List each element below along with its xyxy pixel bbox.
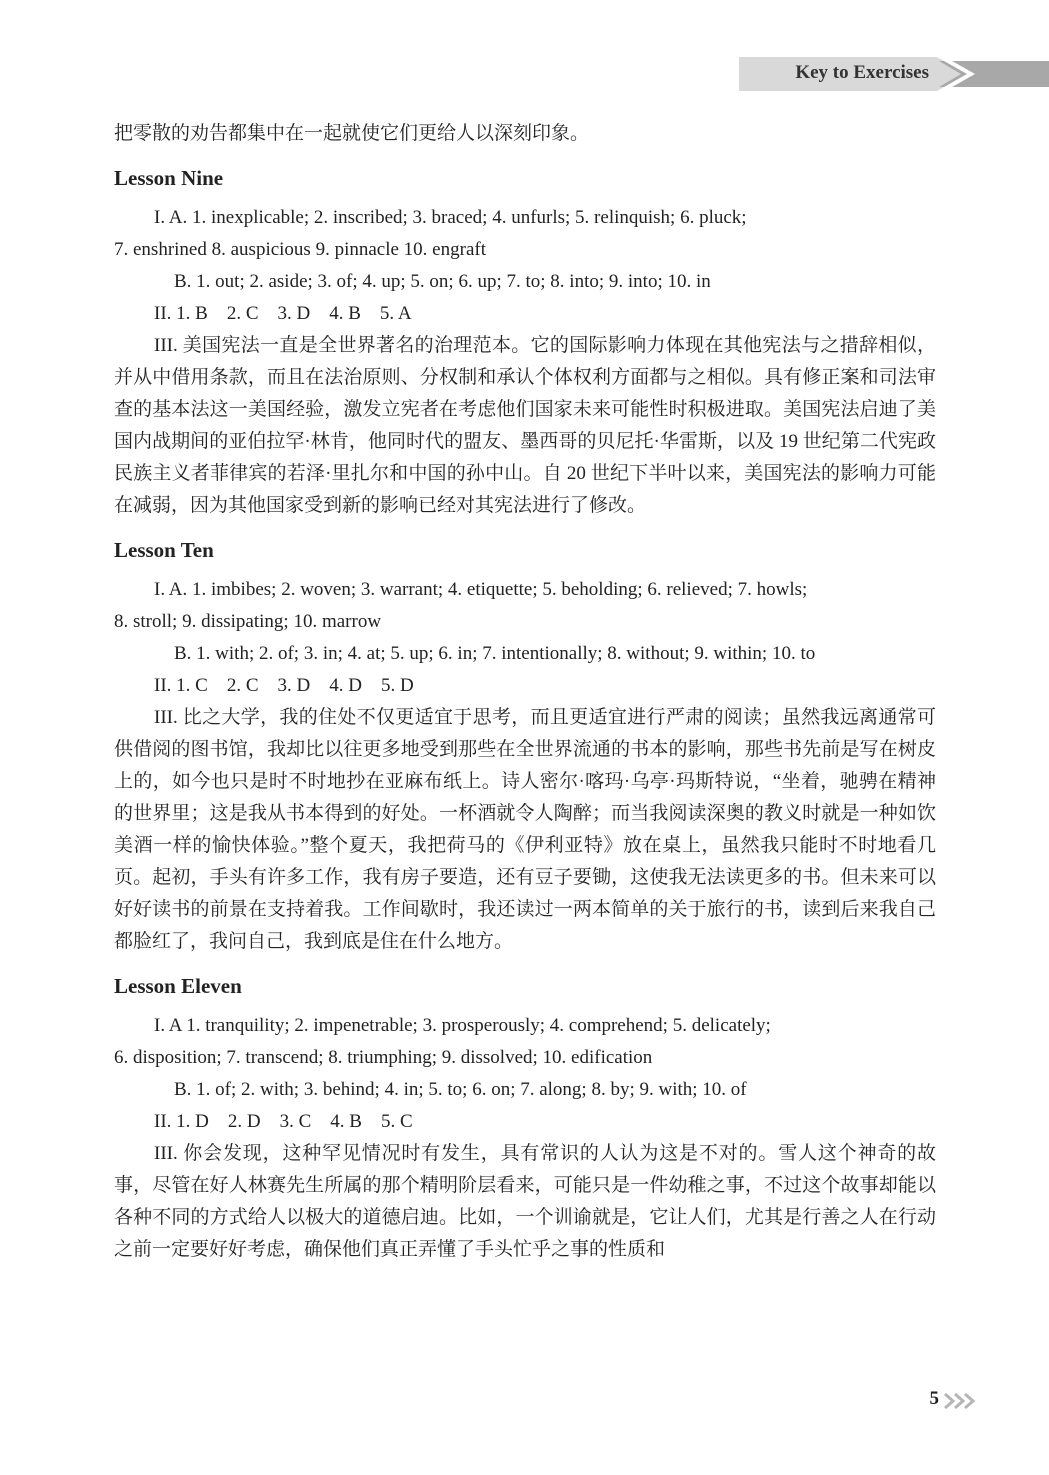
lesson-heading: Lesson Eleven bbox=[114, 974, 242, 998]
intro-line: 把零散的劝告都集中在一起就使它们更给人以深刻印象。 bbox=[114, 123, 590, 144]
chevrons-right-icon bbox=[943, 1392, 977, 1410]
header-title: Key to Exercises bbox=[795, 62, 929, 83]
answer-part1a-line1: I. A 1. tranquility; 2. impenetrable; 3. prosperously; 4. comprehend; 5. delicately; bbox=[154, 1015, 771, 1036]
answer-part1a-line2: 8. stroll; 9. dissipating; 10. marrow bbox=[114, 611, 382, 632]
page-footer bbox=[897, 1386, 977, 1416]
answer-part1b: B. 1. out; 2. aside; 3. of; 4. up; 5. on; 6. up; 7. to; 8. into; 9. into; 10. in bbox=[174, 271, 711, 292]
answer-part1b: B. 1. of; 2. with; 3. behind; 4. in; 5. to; 6. on; 7. along; 8. by; 9. with; 10. of bbox=[174, 1079, 747, 1100]
translation-part3: III. 你会发现，这种罕见情况时有发生，具有常识的人认为这是不对的。雪人这个神奇的故事，尽管在好人林赛先生所属的那个精明阶层看来，可能只是一件幼稚之事，不过这个故事却能以各种不同的方式给人以极大的道德启迪。比如，一个训谕就是，它让人们，尤其是行善之人在行动之前一定要好好考虑，确保他们真正弄懂了手头忙乎之事的性质和 bbox=[114, 1143, 936, 1260]
answer-part2: II. 1. D 2. D 3. C 4. B 5. C bbox=[154, 1111, 413, 1132]
answer-part1a-line1: I. A. 1. inexplicable; 2. inscribed; 3. braced; 4. unfurls; 5. relinquish; 6. pluck; bbox=[154, 207, 747, 228]
running-header bbox=[739, 57, 1049, 91]
lesson-heading: Lesson Nine bbox=[114, 166, 224, 190]
lesson-heading: Lesson Ten bbox=[114, 538, 214, 562]
page-content bbox=[114, 118, 936, 1266]
answer-part2: II. 1. C 2. C 3. D 4. D 5. D bbox=[154, 675, 414, 696]
answer-part1a-line2: 7. enshrined 8. auspicious 9. pinnacle 10. engraft bbox=[114, 239, 486, 260]
answer-part1b: B. 1. with; 2. of; 3. in; 4. at; 5. up; 6. in; 7. intentionally; 8. without; 9. within; 10. to bbox=[174, 643, 816, 664]
answer-part2: II. 1. B 2. C 3. D 4. B 5. A bbox=[154, 303, 412, 324]
translation-part3: III. 比之大学，我的住处不仅更适宜于思考，而且更适宜进行严肃的阅读；虽然我远离通常可供借阅的图书馆，我却比以往更多地受到那些在全世界流通的书本的影响，那些书先前是写在树皮上的，如今也只是时不时地抄在亚麻布纸上。诗人密尔·喀玛·乌亭·玛斯特说，“坐着，驰骋在精神的世界里；这是我从书本得到的好处。一杯酒就令人陶醉；而当我阅读深奥的教义时就是一种如饮美酒一样的愉快体验。”整个夏天，我把荷马的《伊利亚特》放在桌上，虽然我只能时不时地看几页。起初，手头有许多工作，我有房子要造，还有豆子要锄，这使我无法读更多的书。但未来可以好好读书的前景在支持着我。工作间歇时，我还读过一两本简单的关于旅行的书，读到后来我自己都脸红了，我问自己，我到底是住在什么地方。 bbox=[114, 707, 936, 952]
page-number: 5 bbox=[929, 1388, 939, 1409]
answer-part1a-line2: 6. disposition; 7. transcend; 8. triumphing; 9. dissolved; 10. edification bbox=[114, 1047, 653, 1068]
translation-part3: III. 美国宪法一直是全世界著名的治理范本。它的国际影响力体现在其他宪法与之措辞相似，并从中借用条款，而且在法治原则、分权制和承认个体权利方面都与之相似。具有修正案和司法审查的基本法这一美国经验，激发立宪者在考虑他们国家未来可能性时积极进取。美国宪法启迪了美国内战期间的亚伯拉罕·林肯，他同时代的盟友、墨西哥的贝尼托·华雷斯，以及 19 世纪第二代宪政民族主义者菲律宾的若泽·里扎尔和中国的孙中山。自 20 世纪下半叶以来，美国宪法的影响力可能在减弱，因为其他国家受到新的影响已经对其宪法进行了修改。 bbox=[114, 335, 936, 516]
answer-part1a-line1: I. A. 1. imbibes; 2. woven; 3. warrant; 4. etiquette; 5. beholding; 6. relieved; 7. howls; bbox=[154, 579, 808, 600]
